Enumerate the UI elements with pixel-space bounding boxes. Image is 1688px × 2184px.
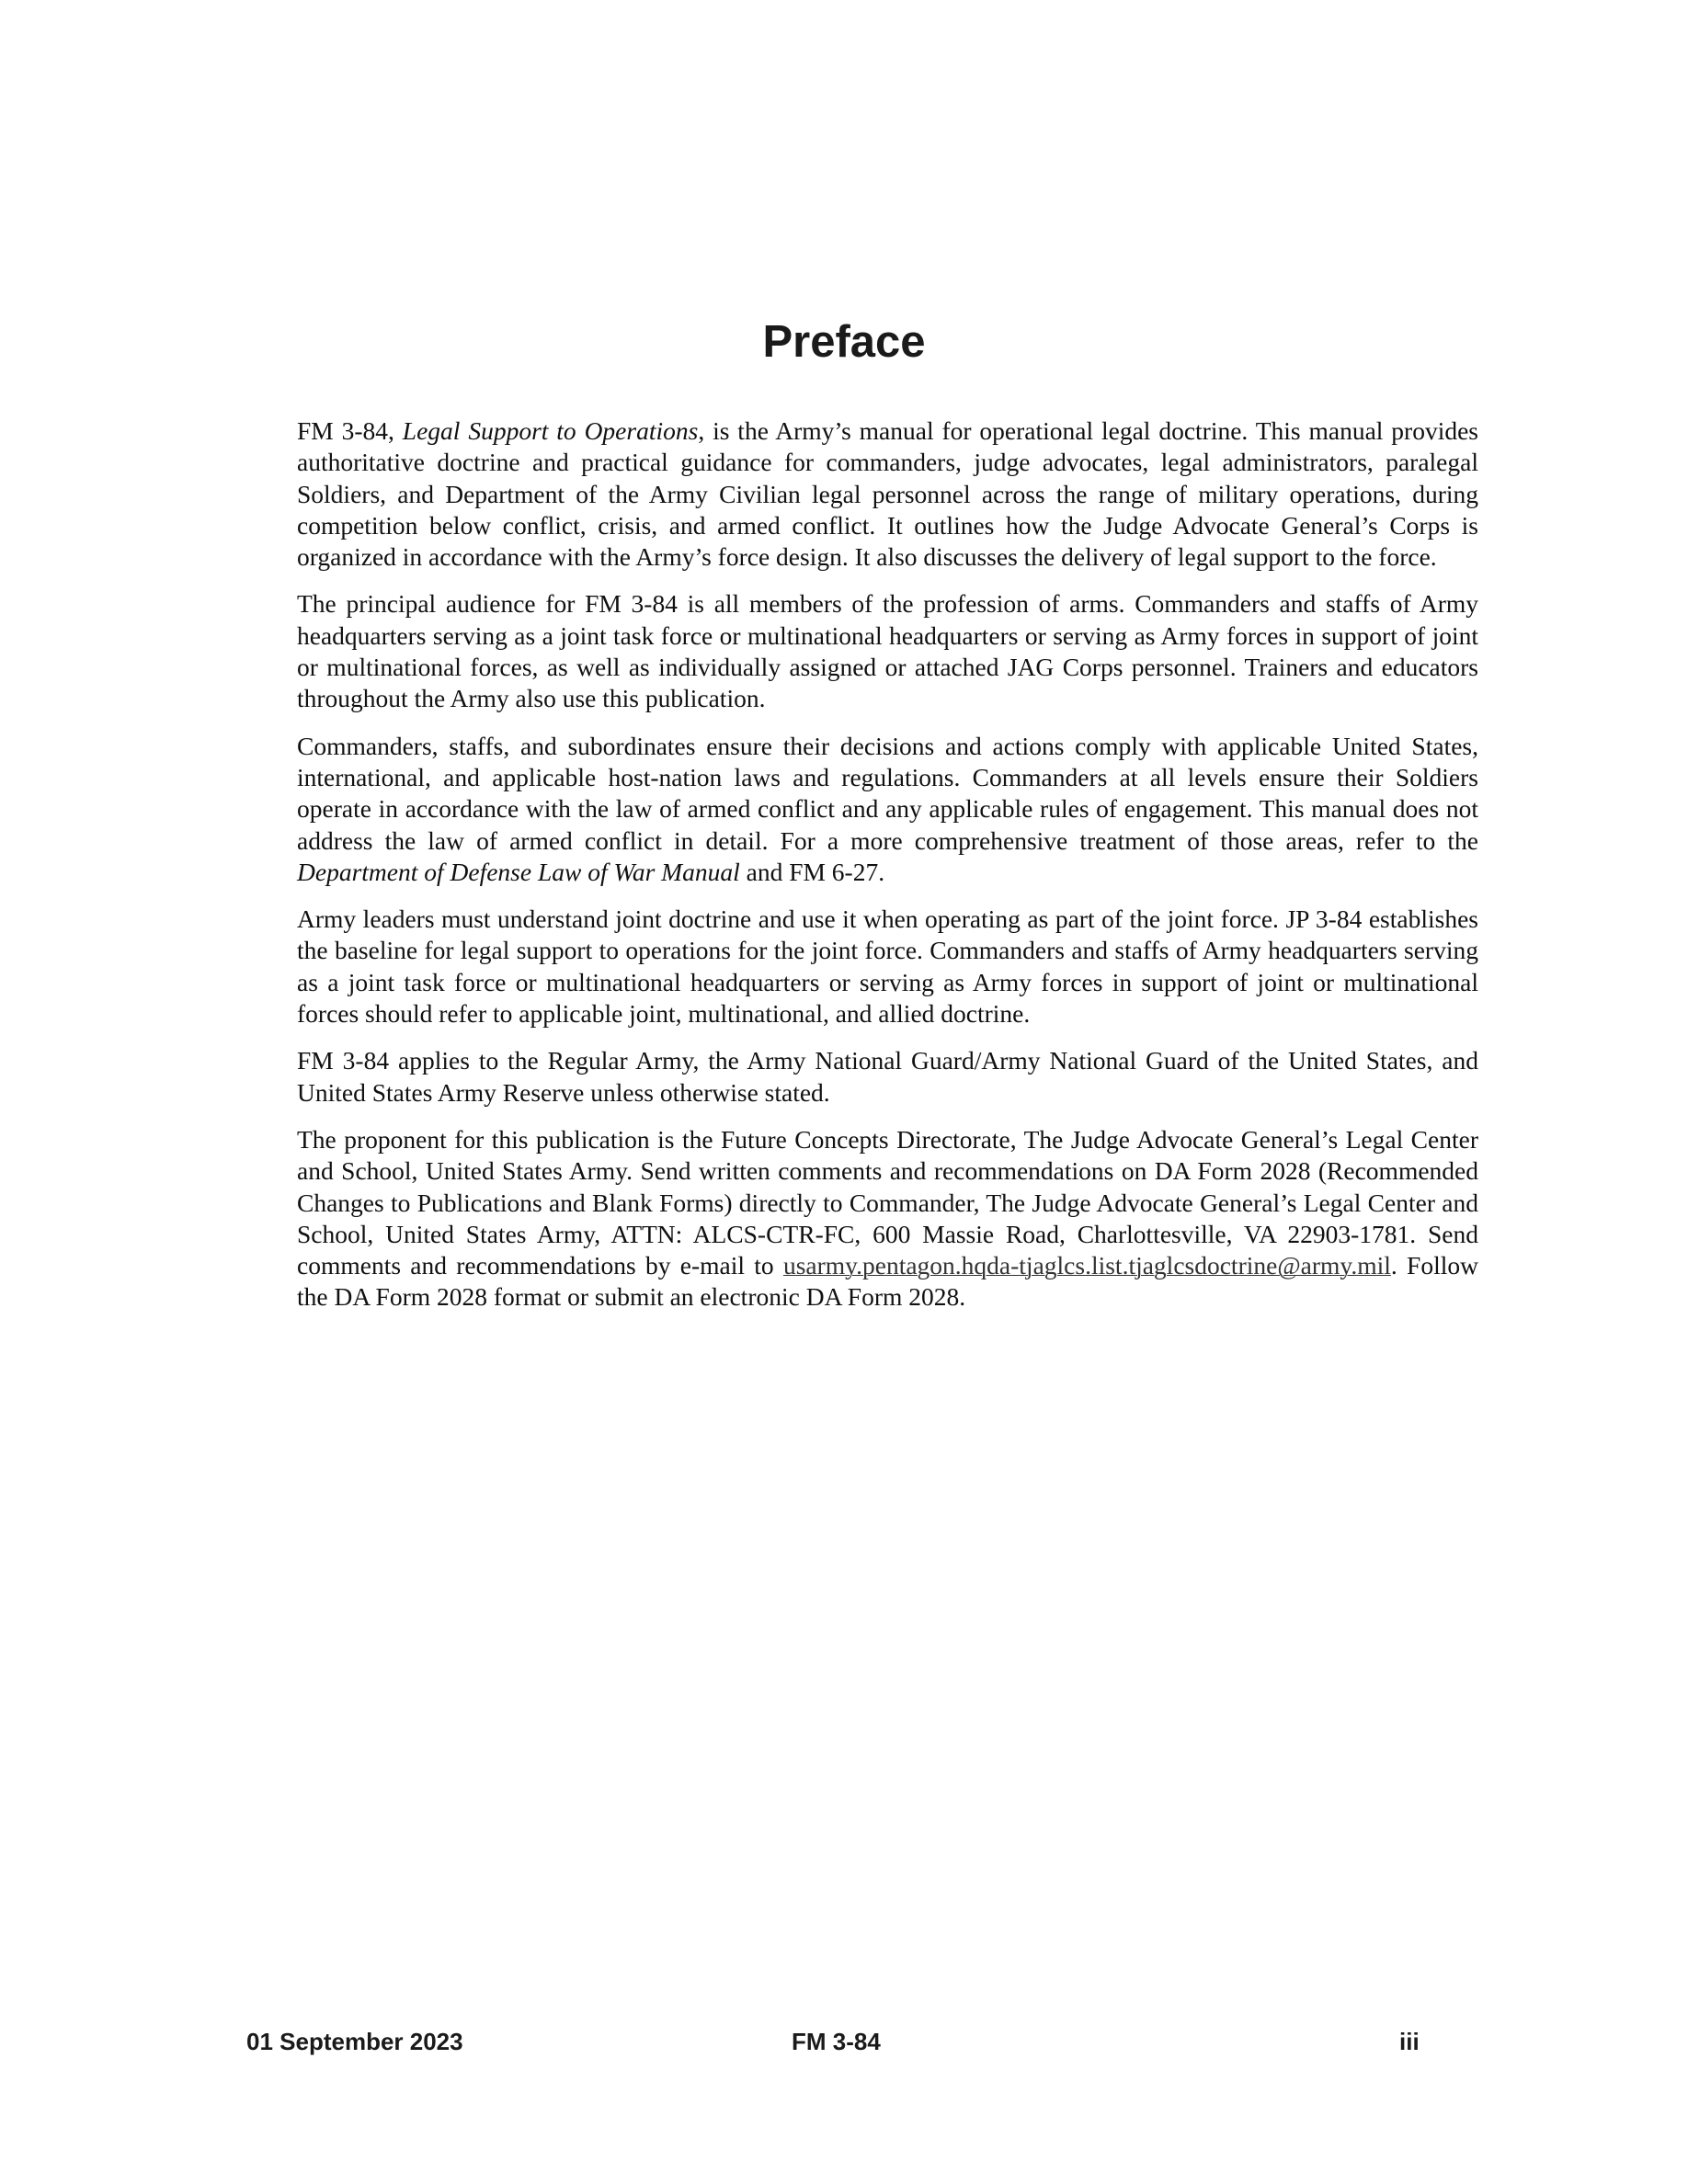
email-link[interactable]: usarmy.pentagon.hqda-tjaglcs.list.tjaglcsdoctrine@army.mil: [782, 1251, 1391, 1280]
paragraph-text: and FM 6-27.: [739, 857, 885, 886]
paragraph-text: . Follow the DA Form 2028 format or submit an electronic DA Form 2028.: [297, 1251, 1478, 1312]
paragraph-text: , is the Army’s manual for operational legal doctrine. This manual provides authoritative doctrine and practical guidance for commanders, judge advocates, legal administrators, paralegal Soldiers, and Department of the Army Civilian legal personnel across the range of military operations, during competition below conflict, crisis, and armed conflict. It outlines how the Judge Advocate General’s Corps is organized in accordance with the Army’s force design. It also discusses the delivery of legal support to the force.: [297, 416, 1478, 572]
paragraph-audience: The principal audience for FM 3-84 is all members of the profession of arms. Commanders and staffs of Army headquarters serving as a joint task force or multinational headquarters or serving as Army forces in support of joint or multinational forces, as well as individually assigned or attached JAG Corps personnel. Trainers and educators throughout the Army also use this publication.: [297, 589, 1478, 713]
paragraph-proponent: [297, 1124, 1478, 1314]
footer-publication: FM 3-84: [792, 2028, 881, 2055]
reference-title-italic: Department of Defense Law of War Manual: [297, 857, 740, 886]
paragraph-compliance: [297, 731, 1478, 888]
paragraph-text: FM 3-84,: [297, 416, 403, 445]
publication-title-italic: Legal Support to Operations: [402, 416, 699, 445]
paragraph-text: The proponent for this publication is the Future Concepts Directorate, The Judge Advocate General’s Legal Center and School, United States Army. Send written comments and recommendations on DA Form 2028 (Recommended Changes to Publications and Blank Forms) directly to Commander, The Judge Advocate General’s Legal Center and School, United States Army, ATTN: ALCS-CTR-FC, 600 Massie Road, Charlottesville, VA 22903-1781. Send comments and recommendations by e-mail to: [297, 1124, 1478, 1280]
paragraph-purpose: [297, 415, 1478, 573]
paragraph-joint-doctrine: Army leaders must understand joint doctrine and use it when operating as part of the joint force. JP 3-84 establishes the baseline for legal support to operations for the joint force. Commanders and staffs of Army headquarters serving as a joint task force or multinational headquarters or serving as Army forces in support of joint or multinational forces should refer to applicable joint, multinational, and allied doctrine.: [297, 904, 1478, 1029]
paragraph-text: Commanders, staffs, and subordinates ensure their decisions and actions comply with applicable United States, international, and applicable host-nation laws and regulations. Commanders at all levels ensure their Soldiers operate in accordance with the law of armed conflict and any applicable rules of engagement. This manual does not address the law of armed conflict in detail. For a more comprehensive treatment of those areas, refer to the: [297, 731, 1478, 855]
page-title: Preface: [762, 317, 926, 367]
preface-body: [297, 415, 1478, 1314]
paragraph-applicability: FM 3-84 applies to the Regular Army, the Army National Guard/Army National Guard of the United States, and United States Army Reserve unless otherwise stated.: [297, 1046, 1478, 1107]
footer-page-number: iii: [1399, 2028, 1420, 2055]
footer-date: 01 September 2023: [246, 2028, 463, 2055]
